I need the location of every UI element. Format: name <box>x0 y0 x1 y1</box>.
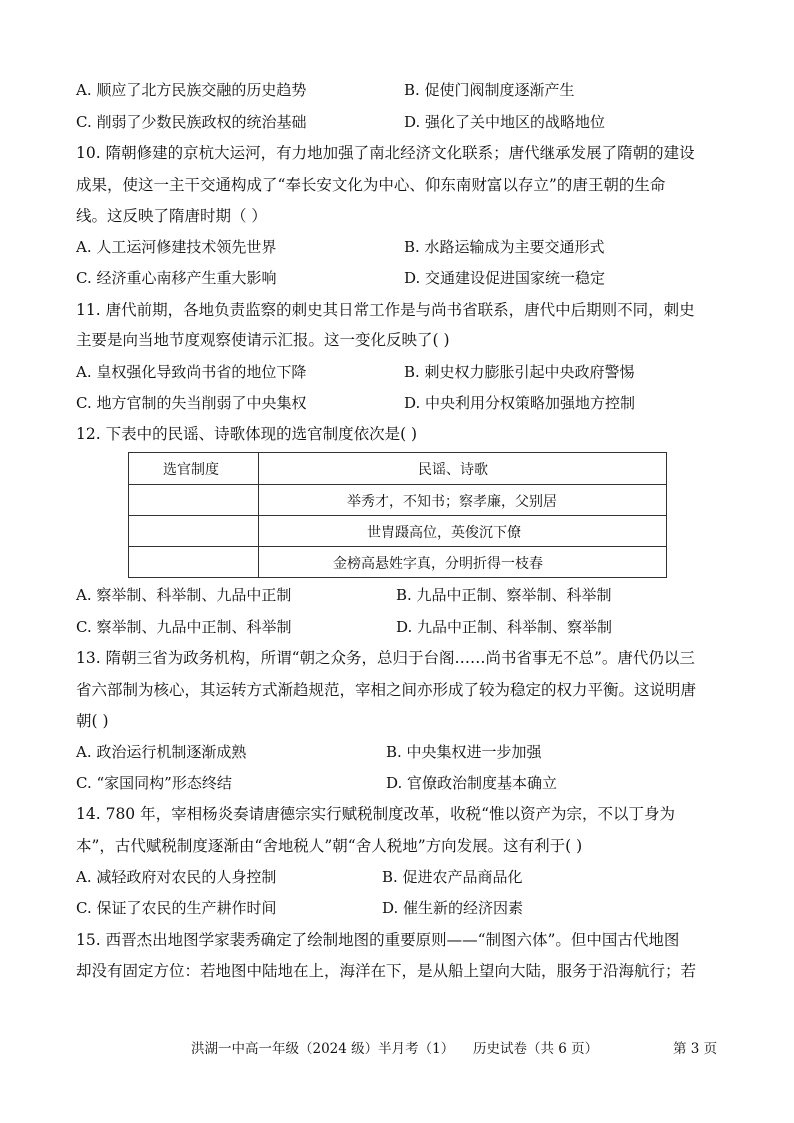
q15-stem-line-1: 15. 西晋杰出地图学家裴秀确定了绘制地图的重要原则——“制图六体”。但中国古代地图 <box>76 931 680 949</box>
q14-stem-line-1: 14. 780 年，宰相杨炎奏请唐德宗实行赋税制度改革，收税“惟以资产为宗，不以丁身为 <box>76 805 676 823</box>
q13-option-d: D. 官僚政治制度基本确立 <box>386 774 558 792</box>
q12-option-c: C. 察举制、九品中正制、科举制 <box>76 618 292 636</box>
q12-option-a: A. 察举制、科举制、九品中正制 <box>76 586 292 604</box>
q11-option-d: D. 中央利用分权策略加强地方控制 <box>404 394 636 412</box>
q13-stem-line-1: 13. 隋朝三省为政务机构，所谓“朝之众务，总归于台阁……尚书省事无不总”。唐代仍以三 <box>76 649 695 667</box>
q13-stem-line-2: 省六部制为核心，其运转方式渐趋规范，宰相之间亦形成了较为稳定的权力平衡。这说明唐 <box>76 681 697 699</box>
q11-option-c: C. 地方官制的失当削弱了中央集权 <box>76 394 307 412</box>
table-header-left: 选官制度 <box>163 462 219 478</box>
table-cell-verse-3: 金榜高悬姓字真，分明折得一枝春 <box>333 556 543 572</box>
table-header-right: 民谣、诗歌 <box>418 462 488 478</box>
q12-stem: 12. 下表中的民谣、诗歌体现的选官制度依次是( ) <box>76 425 418 443</box>
table-row <box>129 484 666 516</box>
table-cell-verse-2: 世胄蹑高位，英俊沉下僚 <box>367 525 521 541</box>
selection-system-table <box>128 452 667 578</box>
q13-option-c: C. “家国同构”形态终结 <box>76 774 232 792</box>
table-row <box>129 515 666 547</box>
q12-option-d: D. 九品中正制、科举制、察举制 <box>396 618 613 636</box>
q10-stem-line-3: 线。这反映了隋唐时期（ ） <box>76 207 267 225</box>
q10-stem-line-2: 成果，使这一主干交通构成了“奉长安文化为中心、仰东南财富以存立”的唐王朝的生命 <box>76 176 666 194</box>
q14-stem-line-2: 本”，古代赋税制度逐渐由“舍地税人”朝“舍人税地”方向发展。这有利于( ) <box>76 837 583 855</box>
q14-option-d: D. 催生新的经济因素 <box>382 899 524 917</box>
q14-option-a: A. 减轻政府对农民的人身控制 <box>76 868 277 886</box>
q9-option-a: A. 顺应了北方民族交融的历史趋势 <box>76 81 307 99</box>
q12-option-b: B. 九品中正制、察举制、科举制 <box>396 586 612 604</box>
q9-option-c: C. 削弱了少数民族政权的统治基础 <box>76 113 307 131</box>
q14-option-c: C. 保证了农民的生产耕作时间 <box>76 899 277 917</box>
q15-stem-line-2: 却没有固定方位：若地图中陆地在上，海洋在下，是从船上望向大陆，服务于沿海航行；若 <box>76 962 697 980</box>
q14-option-b: B. 促进农产品商品化 <box>382 868 523 886</box>
q10-stem-line-1: 10. 隋朝修建的京杭大运河，有力地加强了南北经济文化联系；唐代继承发展了隋朝的建设 <box>76 144 695 162</box>
q9-option-b: B. 促使门阀制度逐渐产生 <box>404 81 575 99</box>
table-row <box>129 546 666 578</box>
q13-option-b: B. 中央集权进一步加强 <box>386 743 542 761</box>
q13-stem-line-3: 朝( ) <box>76 712 109 730</box>
table-cell-verse-1: 举秀才，不知书；察孝廉，父别居 <box>347 494 557 510</box>
q13-option-a: A. 政治运行机制逐渐成熟 <box>76 743 247 761</box>
q10-option-b: B. 水路运输成为主要交通形式 <box>404 238 605 256</box>
footer-school: 洪湖一中高一年级（2024 级）半月考（1） <box>191 1041 455 1057</box>
q11-option-a: A. 皇权强化导致尚书省的地位下降 <box>76 363 307 381</box>
q11-stem-line-2: 主要是向当地节度观察使请示汇报。这一变化反映了( ) <box>76 331 450 349</box>
q10-option-a: A. 人工运河修建技术领先世界 <box>76 238 277 256</box>
q10-option-d: D. 交通建设促进国家统一稳定 <box>404 269 606 287</box>
footer-subject: 历史试卷（共 6 页） <box>473 1041 599 1057</box>
q11-stem-line-1: 11. 唐代前期，各地负责监察的刺史其日常工作是与尚书省联系，唐代中后期则不同，刺史 <box>76 301 695 319</box>
q11-option-b: B. 刺史权力膨胀引起中央政府警惕 <box>404 363 635 381</box>
q10-option-c: C. 经济重心南移产生重大影响 <box>76 269 277 287</box>
q9-option-d: D. 强化了关中地区的战略地位 <box>404 113 606 131</box>
footer-page-number: 第 3 页 <box>673 1041 718 1057</box>
